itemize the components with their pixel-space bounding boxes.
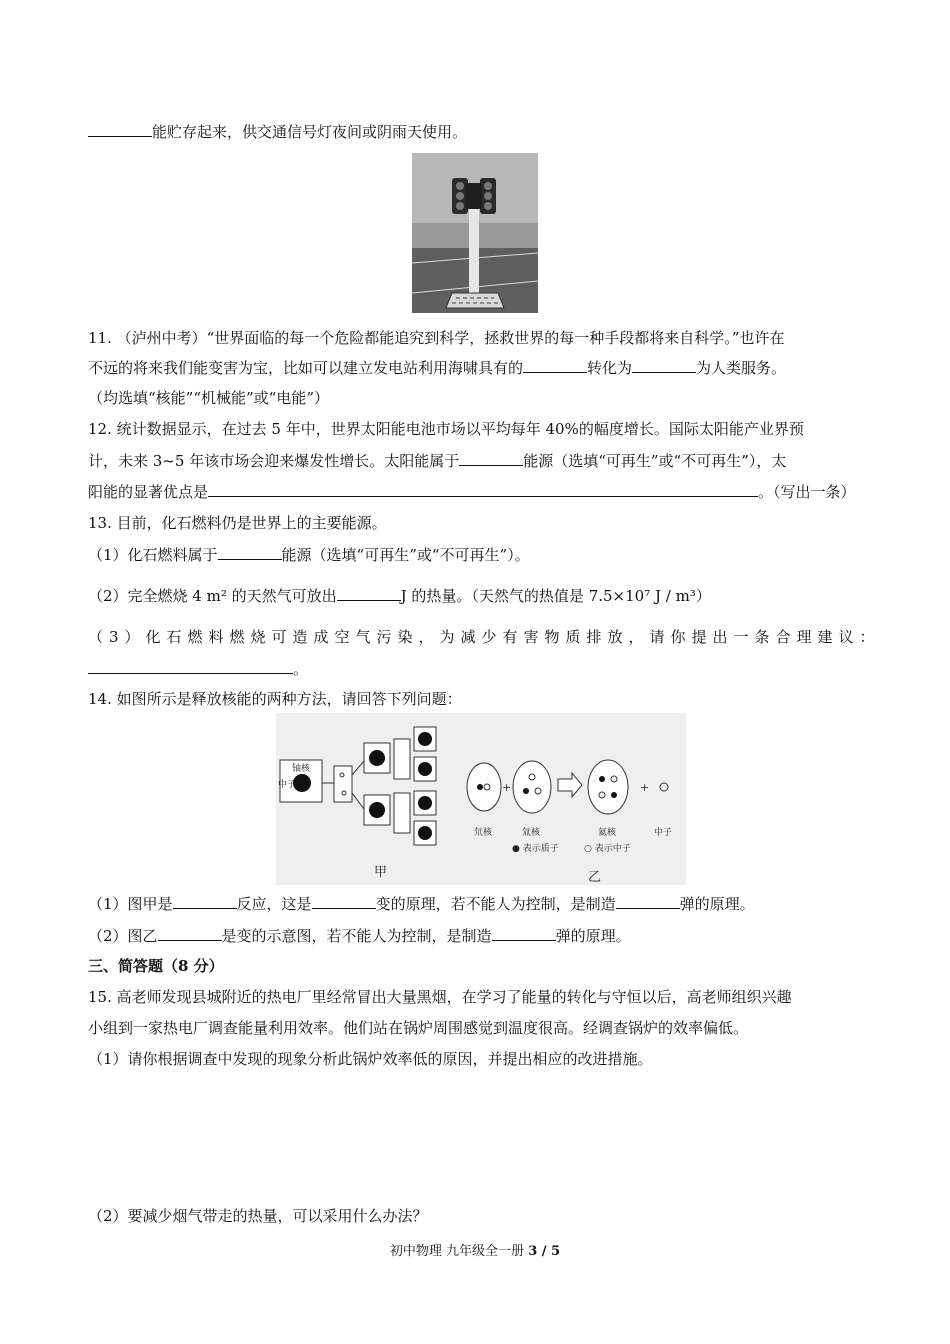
question-15-line: 小组到一家热电厂调查能量利用效率。他们站在锅炉周围感觉到温度很高。经调查锅炉的效率偏低。 <box>88 1019 749 1037</box>
line-text: 能源（选填“可再生”或“不可再生”）。 <box>281 546 530 564</box>
diagram-label-a: 甲 <box>374 865 388 880</box>
question-12-line: 12. 统计数据显示，在过去 5 年中，世界太阳能电池市场以平均每年 40%的幅度增长。国际太阳能产业界预 <box>88 420 804 438</box>
answer-blank[interactable] <box>218 543 282 560</box>
line-text: （2）完全燃烧 4 m² 的天然气可放出 <box>88 587 337 605</box>
line-text: （1）化石燃料属于 <box>88 546 218 564</box>
line-text: 计，未来 3~5 年该市场会迎来爆发性增长。太阳能属于 <box>88 452 460 470</box>
section-heading: 三、简答题（8 分） <box>88 957 224 975</box>
neutron-key: ○ 表示中子 <box>584 844 631 854</box>
answer-blank[interactable] <box>459 449 523 466</box>
proton-key: ● 表示质子 <box>512 844 559 854</box>
question-11-line <box>88 356 786 379</box>
line-text: 转化为 <box>587 359 633 377</box>
uranium-label: 铀核 <box>292 764 311 774</box>
line-text: 。（写出一条） <box>758 483 856 501</box>
answer-blank[interactable] <box>173 892 237 909</box>
helium-label: 氦核 <box>598 828 617 838</box>
text-line <box>88 120 467 143</box>
answer-blank[interactable] <box>88 120 152 137</box>
answer-blank[interactable] <box>523 356 587 373</box>
question-14-line <box>88 924 631 947</box>
traffic-light-photo <box>412 153 538 313</box>
neutron-label: 中子 <box>278 780 297 790</box>
line-text: 为人类服务。 <box>696 359 787 377</box>
answer-blank[interactable] <box>88 657 293 674</box>
line-text: J 的热量。（天然气的热值是 7.5×10⁷ J / m³） <box>400 587 711 605</box>
answer-blank[interactable] <box>312 892 376 909</box>
line-text: 是变的示意图，若不能人为控制，是制造 <box>221 927 492 945</box>
line-text: 能贮存起来，供交通信号灯夜间或阴雨天使用。 <box>152 123 468 141</box>
answer-blank[interactable] <box>158 924 222 941</box>
line-text: 变的原理，若不能人为控制，是制造 <box>375 895 616 913</box>
question-12-line <box>88 449 786 472</box>
plus-sign: + <box>640 781 650 794</box>
line-text: 能源（选填“可再生”或“不可再生”），太 <box>523 452 787 470</box>
question-14-line <box>88 892 755 915</box>
question-14-line: 14. 如图所示是释放核能的两种方法，请回答下列问题： <box>88 690 462 708</box>
line-text: 弹的原理。 <box>555 927 631 945</box>
page-footer <box>0 1240 950 1259</box>
nuclear-diagram <box>276 713 686 885</box>
line-text: （2）图乙 <box>88 927 158 945</box>
deuterium-label: 氘核 <box>474 828 493 838</box>
diagram-label-b: 乙 <box>588 870 602 885</box>
question-15-line: 15. 高老师发现县城附近的热电厂里经常冒出大量黑烟，在学习了能量的转化与守恒以后，高老师组织兴趣 <box>88 988 792 1006</box>
answer-blank[interactable] <box>632 356 696 373</box>
line-text: 不远的将来我们能变害为宝，比如可以建立发电站利用海啸具有的 <box>88 359 524 377</box>
fission-fusion-figure <box>276 713 686 885</box>
question-13-line <box>88 584 711 607</box>
question-13-line <box>88 657 308 680</box>
question-11-line: （均选填“核能”“机械能”或“电能”） <box>88 389 330 407</box>
page-number: 3 / 5 <box>528 1244 561 1259</box>
line-text: （1）图甲是 <box>88 895 173 913</box>
answer-blank[interactable] <box>616 892 680 909</box>
line-text: 阳能的显著优点是 <box>88 483 209 501</box>
question-15-line: （2）要减少烟气带走的热量，可以采用什么办法？ <box>88 1207 428 1225</box>
question-12-line <box>88 480 856 503</box>
question-13-line: 13. 目前，化石燃料仍是世界上的主要能源。 <box>88 514 387 532</box>
line-text: 反应，这是 <box>236 895 312 913</box>
answer-blank[interactable] <box>337 584 401 601</box>
question-11-line: 11. （泸州中考）“世界面临的每一个危险都能追究到科学，拯救世界的每一种手段都将来自科学。”也许在 <box>88 329 785 347</box>
line-text: 。 <box>293 660 309 678</box>
answer-blank[interactable] <box>492 924 556 941</box>
neutron-label: 中子 <box>654 828 673 838</box>
tritium-label: 氚核 <box>522 828 541 838</box>
answer-blank[interactable] <box>208 480 758 497</box>
question-13-line <box>88 543 530 566</box>
question-13-line: （3）化石燃料燃烧可造成空气污染，为减少有害物质排放，请你提出一条合理建议： <box>88 628 881 646</box>
traffic-light-image <box>412 153 538 313</box>
line-text: 弹的原理。 <box>679 895 755 913</box>
footer-subject: 初中物理 九年级全一册 <box>389 1244 529 1259</box>
plus-sign: + <box>502 781 512 794</box>
question-15-line: （1）请你根据调查中发现的现象分析此锅炉效率低的原因，并提出相应的改进措施。 <box>88 1050 653 1068</box>
